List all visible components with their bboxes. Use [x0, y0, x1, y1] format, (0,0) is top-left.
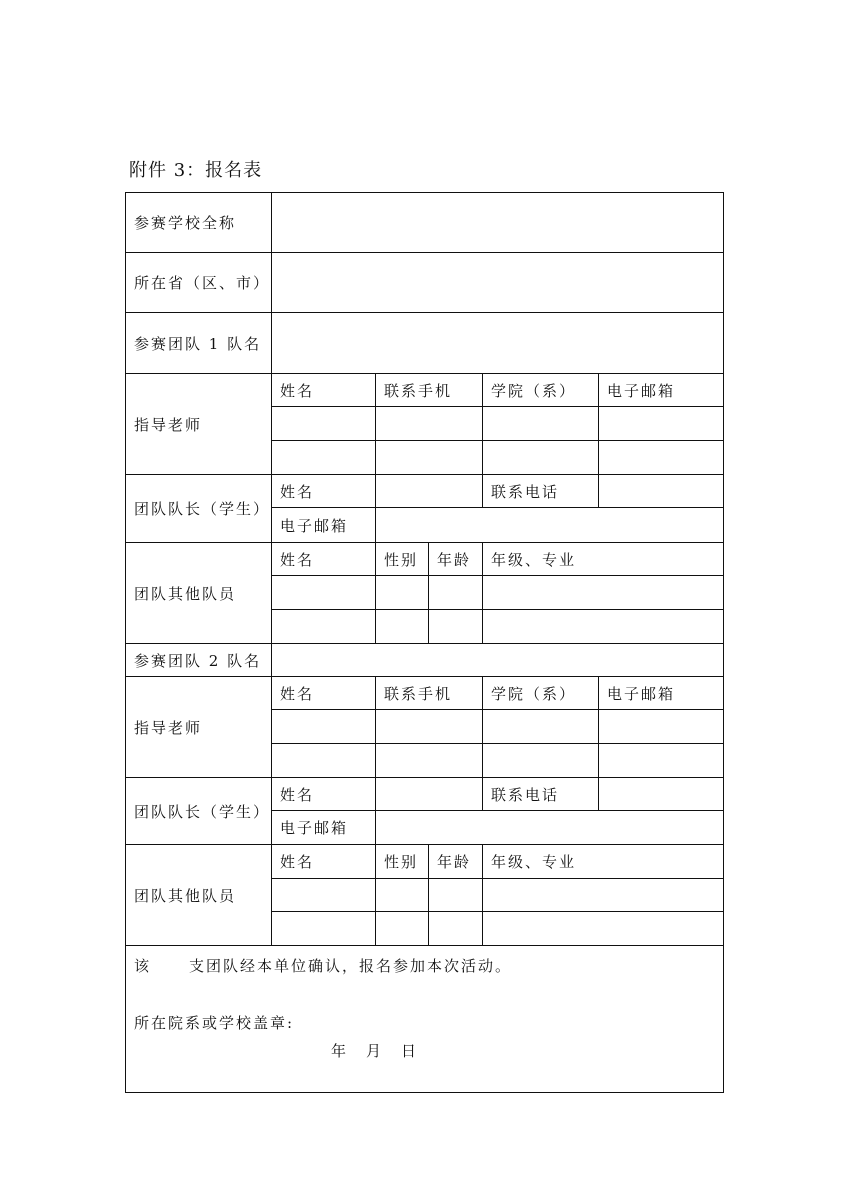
member-name-header: 姓名	[272, 543, 376, 576]
advisor-name-header: 姓名	[272, 677, 376, 710]
team1-members-label: 团队其他队员	[126, 543, 272, 644]
day-label: 日	[401, 1042, 417, 1060]
month-label: 月	[366, 1042, 382, 1060]
advisor-mobile-header: 联系手机	[376, 374, 483, 407]
advisor-email-cell[interactable]	[599, 710, 724, 744]
team2-members-label: 团队其他队员	[126, 845, 272, 946]
member-gender-header: 性别	[376, 543, 429, 576]
registration-form-table	[125, 192, 724, 1093]
leader-name-header: 姓名	[272, 475, 376, 508]
leader-email-cell[interactable]	[376, 508, 724, 543]
member-age-header: 年龄	[429, 543, 483, 576]
advisor-mobile-cell[interactable]	[376, 407, 483, 441]
advisor-college-cell[interactable]	[483, 710, 599, 744]
advisor-mobile-header: 联系手机	[376, 677, 483, 710]
leader-phone-cell[interactable]	[599, 778, 724, 811]
advisor-name-header: 姓名	[272, 374, 376, 407]
member-age-cell[interactable]	[429, 912, 483, 946]
team2-advisor-label: 指导老师	[126, 677, 272, 778]
member-name-cell[interactable]	[272, 610, 376, 644]
confirmation-text: 支团队经本单位确认，报名参加本次活动。	[189, 957, 513, 975]
member-grade-major-cell[interactable]	[483, 879, 724, 912]
advisor-college-header: 学院（系）	[483, 374, 599, 407]
school-field[interactable]	[272, 193, 724, 253]
school-label: 参赛学校全称	[126, 193, 272, 253]
advisor-name-cell[interactable]	[272, 441, 376, 475]
leader-phone-header: 联系电话	[483, 778, 599, 811]
team2-name-label: 参赛团队 2 队名	[126, 644, 272, 677]
team2-name-field[interactable]	[272, 644, 724, 677]
province-label: 所在省（区、市）	[126, 253, 272, 313]
team1-name-label: 参赛团队 1 队名	[126, 313, 272, 374]
member-gender-header: 性别	[376, 845, 429, 879]
confirmation-section	[126, 946, 724, 1093]
member-gender-cell[interactable]	[376, 879, 429, 912]
team1-advisor-label: 指导老师	[126, 374, 272, 475]
member-name-cell[interactable]	[272, 879, 376, 912]
date-line	[331, 1040, 436, 1061]
member-name-cell[interactable]	[272, 576, 376, 610]
member-gender-cell[interactable]	[376, 912, 429, 946]
member-gender-cell[interactable]	[376, 576, 429, 610]
advisor-name-cell[interactable]	[272, 710, 376, 744]
advisor-email-cell[interactable]	[599, 744, 724, 778]
leader-name-cell[interactable]	[376, 778, 483, 811]
advisor-email-header: 电子邮箱	[599, 374, 724, 407]
advisor-mobile-cell[interactable]	[376, 441, 483, 475]
team1-name-field[interactable]	[272, 313, 724, 374]
leader-phone-header: 联系电话	[483, 475, 599, 508]
member-age-header: 年龄	[429, 845, 483, 879]
member-age-cell[interactable]	[429, 576, 483, 610]
leader-email-header: 电子邮箱	[272, 508, 376, 543]
year-label: 年	[331, 1042, 347, 1060]
page-title: 附件 3：报名表	[129, 160, 263, 181]
advisor-college-header: 学院（系）	[483, 677, 599, 710]
member-grade-major-header: 年级、专业	[483, 845, 724, 879]
advisor-college-cell[interactable]	[483, 744, 599, 778]
advisor-email-cell[interactable]	[599, 407, 724, 441]
confirmation-statement	[134, 955, 512, 976]
member-grade-major-cell[interactable]	[483, 576, 724, 610]
confirmation-prefix: 该	[134, 957, 152, 975]
member-gender-cell[interactable]	[376, 610, 429, 644]
advisor-name-cell[interactable]	[272, 407, 376, 441]
member-grade-major-cell[interactable]	[483, 912, 724, 946]
team1-leader-label: 团队队长（学生）	[126, 475, 272, 543]
member-name-cell[interactable]	[272, 912, 376, 946]
member-age-cell[interactable]	[429, 610, 483, 644]
advisor-name-cell[interactable]	[272, 744, 376, 778]
member-name-header: 姓名	[272, 845, 376, 879]
leader-email-cell[interactable]	[376, 811, 724, 845]
leader-phone-cell[interactable]	[599, 475, 724, 508]
province-field[interactable]	[272, 253, 724, 313]
advisor-mobile-cell[interactable]	[376, 710, 483, 744]
advisor-email-header: 电子邮箱	[599, 677, 724, 710]
stamp-label: 所在院系或学校盖章:	[134, 1014, 295, 1032]
advisor-email-cell[interactable]	[599, 441, 724, 475]
team2-leader-label: 团队队长（学生）	[126, 778, 272, 845]
leader-email-header: 电子邮箱	[272, 811, 376, 845]
advisor-mobile-cell[interactable]	[376, 744, 483, 778]
member-age-cell[interactable]	[429, 879, 483, 912]
leader-name-cell[interactable]	[376, 475, 483, 508]
advisor-college-cell[interactable]	[483, 441, 599, 475]
member-grade-major-header: 年级、专业	[483, 543, 724, 576]
member-grade-major-cell[interactable]	[483, 610, 724, 644]
advisor-college-cell[interactable]	[483, 407, 599, 441]
leader-name-header: 姓名	[272, 778, 376, 811]
